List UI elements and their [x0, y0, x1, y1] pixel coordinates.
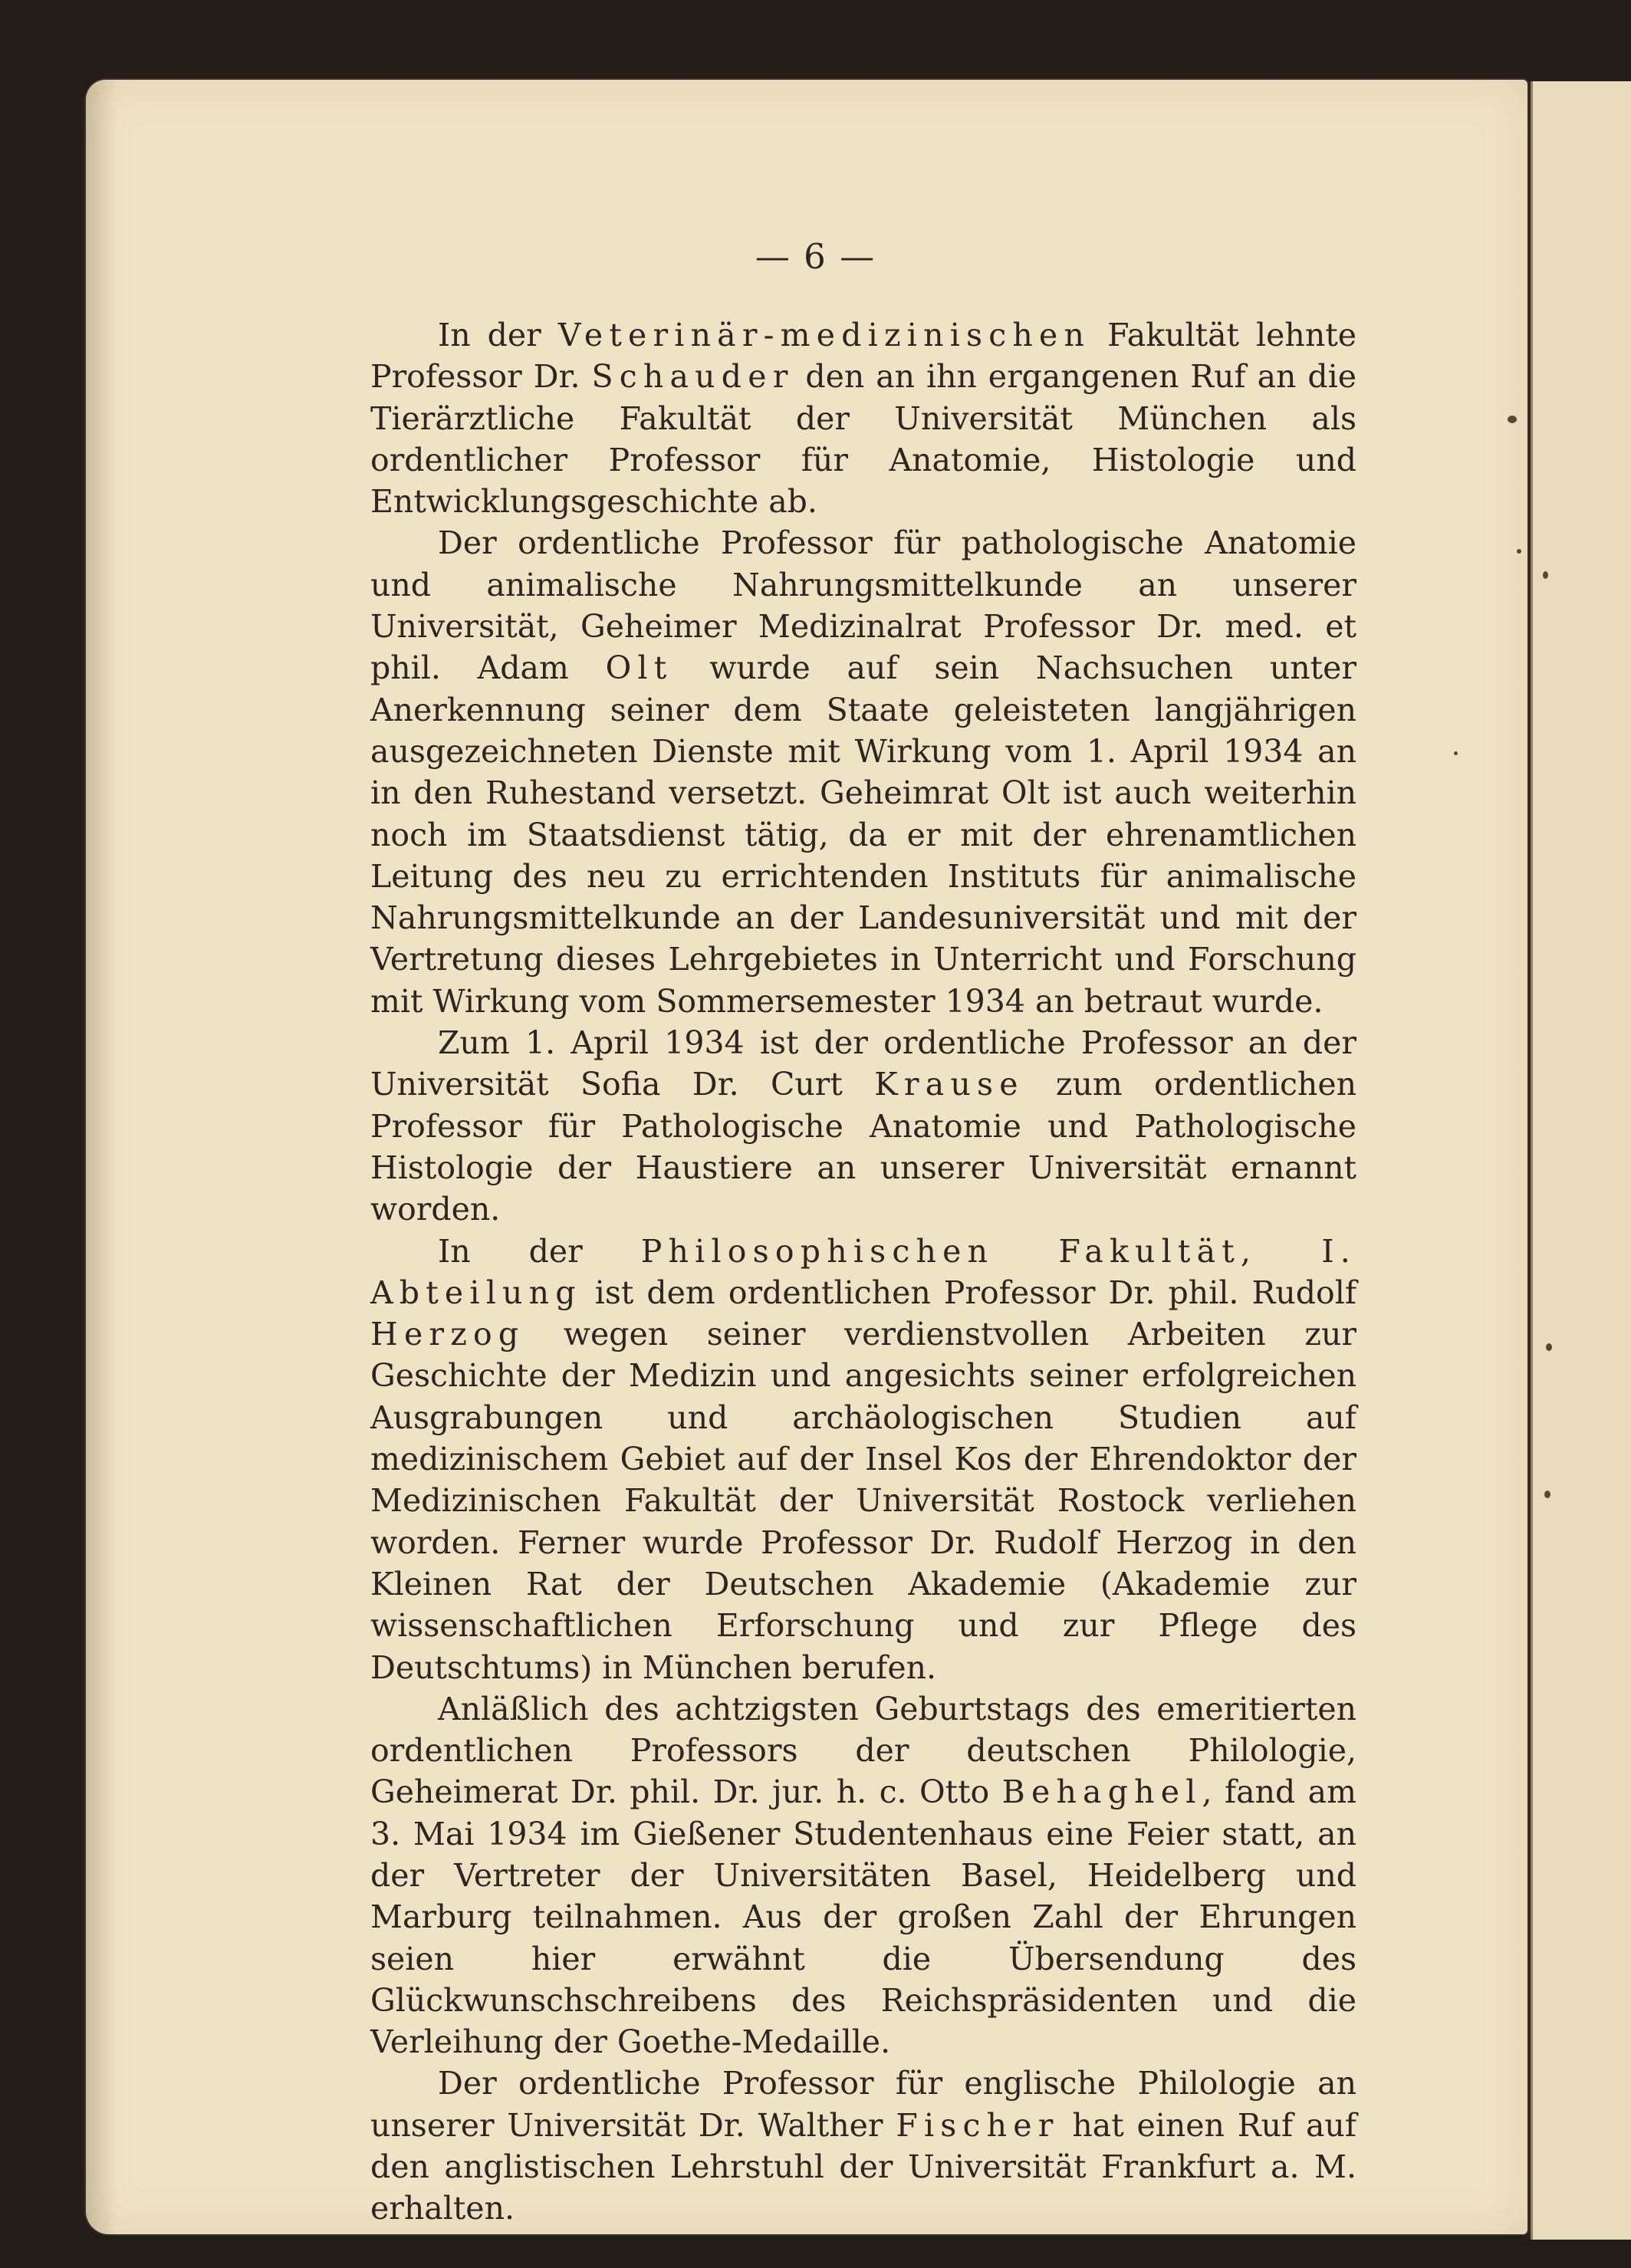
- spaced-emphasis: Krause: [874, 1066, 1024, 1103]
- page-number: — 6 —: [755, 236, 876, 277]
- paragraph-2: Der ordentliche Professor für pathologische Anatomie und animalische Nahrungsmittelkunde an unserer Universität, Geheimer Medizinalrat Professor Dr. med. et phil. Adam Olt wurde auf sein Nachsuchen unter Anerkennung seiner dem Staate geleisteten langjährigen ausgezeichneten Dienste mit Wirkung vom 1. April 1934 an in den Ruhestand versetzt. Geheimrat Olt ist auch weiterhin noch im Staatsdienst tätig, da er mit der ehrenamtlichen Leitung des neu zu errichtenden Instituts für animalische Nahrungsmittelkunde an der Landesuniversität und mit der Vertretung dieses Lehrgebietes in Unterricht und Forschung mit Wirkung vom Sommersemester 1934 an betraut wurde.: [370, 524, 1356, 1020]
- body-text: [370, 314, 1356, 2230]
- paragraph-4: In der Philosophischen Fakultät, I. Abteilung ist dem ordentlichen Professor Dr. phil. Rudolf Herzog wegen seiner verdienstvollen Arbeiten zur Geschichte der Medizin und angesichts seiner erfolgreichen Ausgrabungen und archäologischen Studien auf medizinischem Gebiet auf der Insel Kos der Ehrendoktor der Medizinischen Fakultät der Universität Rostock verliehen worden. Ferner wurde Professor Dr. Rudolf Herzog in den Kleinen Rat der Deutschen Akademie (Akademie zur wissenschaftlichen Erforschung und zur Pflege des Deutschtums) in München berufen.: [370, 1232, 1357, 1686]
- spaced-emphasis: Schauder: [591, 358, 794, 396]
- paragraph-6: Der ordentliche Professor für englische Philologie an unserer Universität Dr. Walther Fischer hat einen Ruf auf den anglistischen Lehrstuhl der Universität Frankfurt a. M. erhalten.: [370, 2065, 1357, 2227]
- spaced-emphasis: Veterinär-medizinischen: [557, 317, 1091, 353]
- paragraph-3: Zum 1. April 1934 ist der ordentliche Professor an der Universität Sofia Dr. Curt Krause zum ordentlichen Professor für Pathologische Anatomie und Pathologische Histologie der Haustiere an unserer Universität ernannt worden.: [370, 1024, 1356, 1228]
- paragraph-1: In der Veterinär-medizinischen Fakultät lehnte Professor Dr. Schauder den an ihn ergangenen Ruf an die Tierärztliche Fakultät der Universität München als ordentlicher Professor für Anatomie, Histologie und Entwicklungsgeschichte ab.: [370, 317, 1356, 521]
- paper-speck: [1454, 751, 1458, 755]
- spaced-emphasis: Fischer: [896, 2106, 1060, 2144]
- paper-speck: [1517, 549, 1521, 554]
- paper-speck: [1543, 571, 1548, 579]
- paper-speck: [1544, 1491, 1550, 1498]
- spaced-emphasis: Behaghel: [1001, 1773, 1202, 1811]
- spaced-emphasis: Herzog: [370, 1316, 525, 1353]
- spaced-emphasis: Olt: [605, 649, 673, 687]
- adjacent-page-edge: [1531, 81, 1631, 2240]
- paper-speck: [1546, 1343, 1552, 1351]
- paragraph-5: Anläßlich des achtzigsten Geburtstags des emeritierten ordentlichen Professors der deutschen Philologie, Geheimerat Dr. phil. Dr. jur. h. c. Otto Behaghel, fand am 3. Mai 1934 im Gießener Studentenhaus eine Feier statt, an der Vertreter der Universitäten Basel, Heidelberg und Marburg teilnahmen. Aus der großen Zahl der Ehrungen seien hier erwähnt die Übersendung des Glückwunschschreibens des Reichspräsidenten und die Verleihung der Goethe-Medaille.: [370, 1690, 1356, 2061]
- paper-speck: [1508, 416, 1517, 423]
- spaced-emphasis: Philosophischen Fakultät, I. Abteilung: [370, 1232, 1357, 1311]
